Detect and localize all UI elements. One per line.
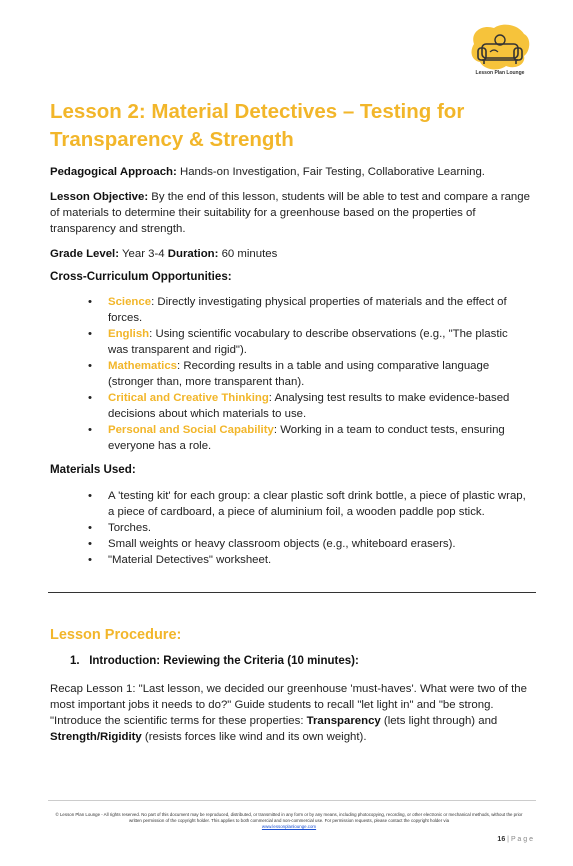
materials-heading: Materials Used: — [50, 463, 136, 476]
subject-mathematics: Mathematics — [108, 360, 178, 372]
page-number: 16 | P a g e — [497, 836, 533, 843]
list-item: • Critical and Creative Thinking: Analysing test results to make evidence-based decisions about which materials to use. — [88, 390, 528, 422]
list-item: • Torches. — [88, 520, 528, 536]
grade-level-value: Year 3-4 — [119, 248, 168, 260]
list-item: • Personal and Social Capability: Working in a team to conduct tests, ensuring everyone has a role. — [88, 422, 528, 454]
term-transparency: Transparency — [306, 715, 381, 727]
list-item: • Small weights or heavy classroom objects (e.g., whiteboard erasers). — [88, 536, 528, 552]
lesson-objective — [50, 189, 530, 237]
list-item: • English: Using scientific vocabulary to describe observations (e.g., "The plastic was transparent and rigid"). — [88, 326, 528, 358]
cross-curriculum-heading: Cross-Curriculum Opportunities: — [50, 270, 232, 283]
list-item: • Mathematics: Recording results in a table and using comparative language (stronger than, more transparent than). — [88, 358, 528, 390]
procedure-step-1 — [70, 655, 359, 667]
section-divider — [48, 592, 536, 593]
copyright-text: © Lesson Plan Lounge - All rights reserved. No part of this document may be reproduced, distributed, or transmitted in any form or by any means, including photocopying, recording, or other electronic or mechanical methods, without the prior written permission of the copyright holder. This applies to both commercial and non-commercial use. For permission requests, please contact the copyright holder via — [55, 812, 523, 823]
subject-personal-social: Personal and Social Capability — [108, 424, 274, 436]
website-link[interactable]: www.lessonplanlounge.com — [261, 824, 317, 829]
copyright-footer — [52, 812, 526, 830]
list-item: • "Material Detectives" worksheet. — [88, 552, 528, 568]
subject-english: English — [108, 328, 150, 340]
grade-duration — [50, 246, 530, 262]
cross-curriculum-list — [88, 294, 528, 454]
lesson-procedure-heading: Lesson Procedure: — [50, 627, 182, 643]
pedagogical-approach-text: Hands-on Investigation, Fair Testing, Collaborative Learning. — [176, 166, 485, 178]
lesson-title: Lesson 2: Material Detectives – Testing for Transparency & Strength — [50, 100, 465, 151]
recap-paragraph: Recap Lesson 1: "Last lesson, we decided our greenhouse 'must-haves'. What were two of the most important jobs it needs to do?" Guide students to recall "let light in" and "be strong. "Introduce the scientific terms for these properties: Transparency (lets light through) and Strength/Rigidity (resists forces like wind and its own weight). — [50, 683, 527, 743]
footer-divider — [48, 800, 536, 801]
grade-level-label: Grade Level: — [50, 248, 120, 260]
subject-critical-thinking: Critical and Creative Thinking — [108, 392, 269, 404]
lesson-objective-text: By the end of this lesson, students will be able to test and compare a range of materials to determine their suitability for a greenhouse based on the properties of transparency and strength. — [50, 191, 530, 235]
list-item: • A 'testing kit' for each group: a clear plastic soft drink bottle, a piece of plastic wrap, a piece of cardboard, a piece of aluminium foil, a wooden paddle pop stick. — [88, 488, 528, 520]
materials-list — [88, 488, 528, 568]
pedagogical-approach — [50, 164, 530, 180]
pedagogical-approach-label: Pedagogical Approach: — [50, 166, 177, 178]
lesson-objective-label: Lesson Objective: — [50, 191, 149, 203]
term-strength: Strength/Rigidity — [50, 731, 142, 743]
step-label: Introduction: Reviewing the Criteria (10 minutes): — [89, 655, 359, 667]
subject-science: Science — [108, 296, 152, 308]
list-item: • Science: Directly investigating physical properties of materials and the effect of forces. — [88, 294, 528, 326]
logo-caption: Lesson Plan Lounge — [475, 70, 525, 76]
duration-value: 60 minutes — [218, 248, 278, 260]
duration-label: Duration: — [167, 248, 219, 260]
step-number: 1. — [70, 655, 80, 667]
